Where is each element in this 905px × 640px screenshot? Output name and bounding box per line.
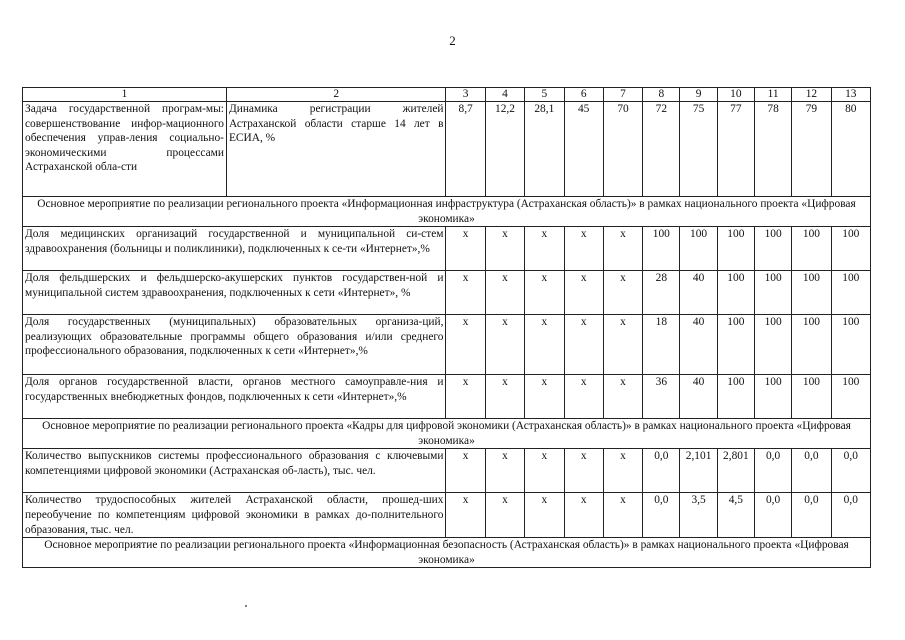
value-cell: x [564, 375, 603, 419]
value-cell: x [446, 315, 485, 375]
value-cell: 75 [680, 102, 717, 197]
value-cell: 100 [792, 315, 831, 375]
page-number: 2 [449, 33, 456, 48]
value-cell: x [525, 449, 564, 493]
value-cell: x [485, 449, 524, 493]
section-row [23, 538, 871, 568]
header-cell: 11 [754, 88, 791, 102]
indicator-cell: Количество трудоспособных жителей Астраханской области, прошед-ших переобучение по компетенциям цифровой экономики в рамках до-полнительного образования, тыс. чел. [23, 493, 446, 538]
header-cell: 10 [717, 88, 754, 102]
value-cell: 40 [680, 375, 717, 419]
value-cell: x [446, 227, 485, 271]
value-cell: 28 [643, 271, 680, 315]
indicators-table [22, 87, 871, 568]
value-cell: 40 [680, 315, 717, 375]
value-cell: x [603, 271, 642, 315]
value-cell: 100 [754, 227, 791, 271]
table-row [23, 102, 871, 197]
value-cell: 3,5 [680, 493, 717, 538]
value-cell: 36 [643, 375, 680, 419]
value-cell: x [603, 315, 642, 375]
scan-speck [245, 605, 247, 607]
value-cell: x [485, 227, 524, 271]
value-cell: x [603, 493, 642, 538]
section-heading: Основное мероприятие по реализации регионального проекта «Информационная безопасность (Астраханская область)» в рамках национального проекта «Цифровая экономика» [23, 538, 871, 568]
value-cell: x [525, 271, 564, 315]
value-cell: 100 [831, 315, 870, 375]
value-cell: 8,7 [446, 102, 485, 197]
value-cell: 40 [680, 271, 717, 315]
header-cell: 9 [680, 88, 717, 102]
value-cell: 100 [792, 227, 831, 271]
header-cell: 8 [643, 88, 680, 102]
indicator-cell: Доля фельдшерских и фельдшерско-акушерских пунктов государствен-ной и муниципальной систем здравоохранения, подключенных к сети «Интернет», % [23, 271, 446, 315]
table-row [23, 493, 871, 538]
value-cell: 100 [754, 271, 791, 315]
value-cell: 100 [717, 227, 754, 271]
value-cell: 100 [717, 315, 754, 375]
value-cell: x [564, 493, 603, 538]
value-cell: x [564, 449, 603, 493]
value-cell: 28,1 [525, 102, 564, 197]
value-cell: x [485, 375, 524, 419]
table-row [23, 449, 871, 493]
value-cell: x [564, 227, 603, 271]
table-row [23, 227, 871, 271]
value-cell: 100 [754, 315, 791, 375]
header-cell: 3 [446, 88, 485, 102]
header-cell: 2 [226, 88, 446, 102]
table-row [23, 375, 871, 419]
table-row [23, 271, 871, 315]
indicator-cell: Количество выпускников системы профессионального образования с ключевыми компетенциями цифровой экономики (Астраханская об-ласть), тыс. чел. [23, 449, 446, 493]
section-heading: Основное мероприятие по реализации регионального проекта «Информационная инфраструктура (Астраханская область)» в рамках национального проекта «Цифровая экономика» [23, 197, 871, 227]
value-cell: 0,0 [754, 449, 791, 493]
value-cell: 0,0 [792, 449, 831, 493]
header-cell: 1 [23, 88, 227, 102]
value-cell: 0,0 [792, 493, 831, 538]
value-cell: x [603, 375, 642, 419]
value-cell: x [525, 493, 564, 538]
value-cell: x [446, 375, 485, 419]
value-cell: 0,0 [831, 493, 870, 538]
value-cell: 80 [831, 102, 870, 197]
value-cell: 45 [564, 102, 603, 197]
header-cell: 5 [525, 88, 564, 102]
value-cell: x [446, 493, 485, 538]
value-cell: 4,5 [717, 493, 754, 538]
value-cell: x [564, 315, 603, 375]
value-cell: 100 [831, 375, 870, 419]
indicator-cell: Доля государственных (муниципальных) образовательных организа-ций, реализующих образовательные программы общего образования и/или среднего профессионального образования, подключенных к сети «Интернет»,% [23, 315, 446, 375]
value-cell: 100 [754, 375, 791, 419]
value-cell: x [564, 271, 603, 315]
value-cell: x [525, 315, 564, 375]
value-cell: 2,801 [717, 449, 754, 493]
section-row [23, 419, 871, 449]
value-cell: 2,101 [680, 449, 717, 493]
value-cell: x [485, 493, 524, 538]
value-cell: 77 [717, 102, 754, 197]
value-cell: 100 [831, 271, 870, 315]
value-cell: 79 [792, 102, 831, 197]
value-cell: 0,0 [831, 449, 870, 493]
indicator-cell: Доля органов государственной власти, органов местного самоуправле-ния и государственных внебюджетных фондов, подключенных к сети «Интернет»,% [23, 375, 446, 419]
table-row [23, 315, 871, 375]
value-cell: 100 [831, 227, 870, 271]
section-heading: Основное мероприятие по реализации регионального проекта «Кадры для цифровой экономики (Астраханская область)» в рамках национального проекта «Цифровая экономика» [23, 419, 871, 449]
header-cell: 7 [603, 88, 642, 102]
value-cell: x [603, 227, 642, 271]
value-cell: x [485, 315, 524, 375]
header-cell: 4 [485, 88, 524, 102]
header-cell: 13 [831, 88, 870, 102]
value-cell: x [603, 449, 642, 493]
value-cell: 100 [717, 375, 754, 419]
indicator-cell: Динамика регистрации жителей Астраханской области старше 14 лет в ЕСИА, % [226, 102, 446, 197]
value-cell: 0,0 [643, 493, 680, 538]
value-cell: 100 [792, 375, 831, 419]
value-cell: 0,0 [643, 449, 680, 493]
header-cell: 12 [792, 88, 831, 102]
indicator-cell: Доля медицинских организаций государственной и муниципальной си-стем здравоохранения (больницы и поликлиники), подключенных к се-ти «Интернет»,% [23, 227, 446, 271]
table-body [23, 88, 871, 568]
value-cell: x [446, 271, 485, 315]
value-cell: x [525, 227, 564, 271]
value-cell: 70 [603, 102, 642, 197]
value-cell: 78 [754, 102, 791, 197]
value-cell: x [525, 375, 564, 419]
value-cell: 0,0 [754, 493, 791, 538]
value-cell: 72 [643, 102, 680, 197]
section-row [23, 197, 871, 227]
value-cell: 18 [643, 315, 680, 375]
value-cell: x [485, 271, 524, 315]
header-cell: 6 [564, 88, 603, 102]
task-cell: Задача государственной програм-мы: совершенствование инфор-мационного обеспечения управ-ления социально-экономическими процессами Астраханской обла-сти [23, 102, 227, 197]
value-cell: x [446, 449, 485, 493]
value-cell: 100 [792, 271, 831, 315]
value-cell: 100 [680, 227, 717, 271]
header-row [23, 88, 871, 102]
value-cell: 100 [717, 271, 754, 315]
value-cell: 100 [643, 227, 680, 271]
value-cell: 12,2 [485, 102, 524, 197]
